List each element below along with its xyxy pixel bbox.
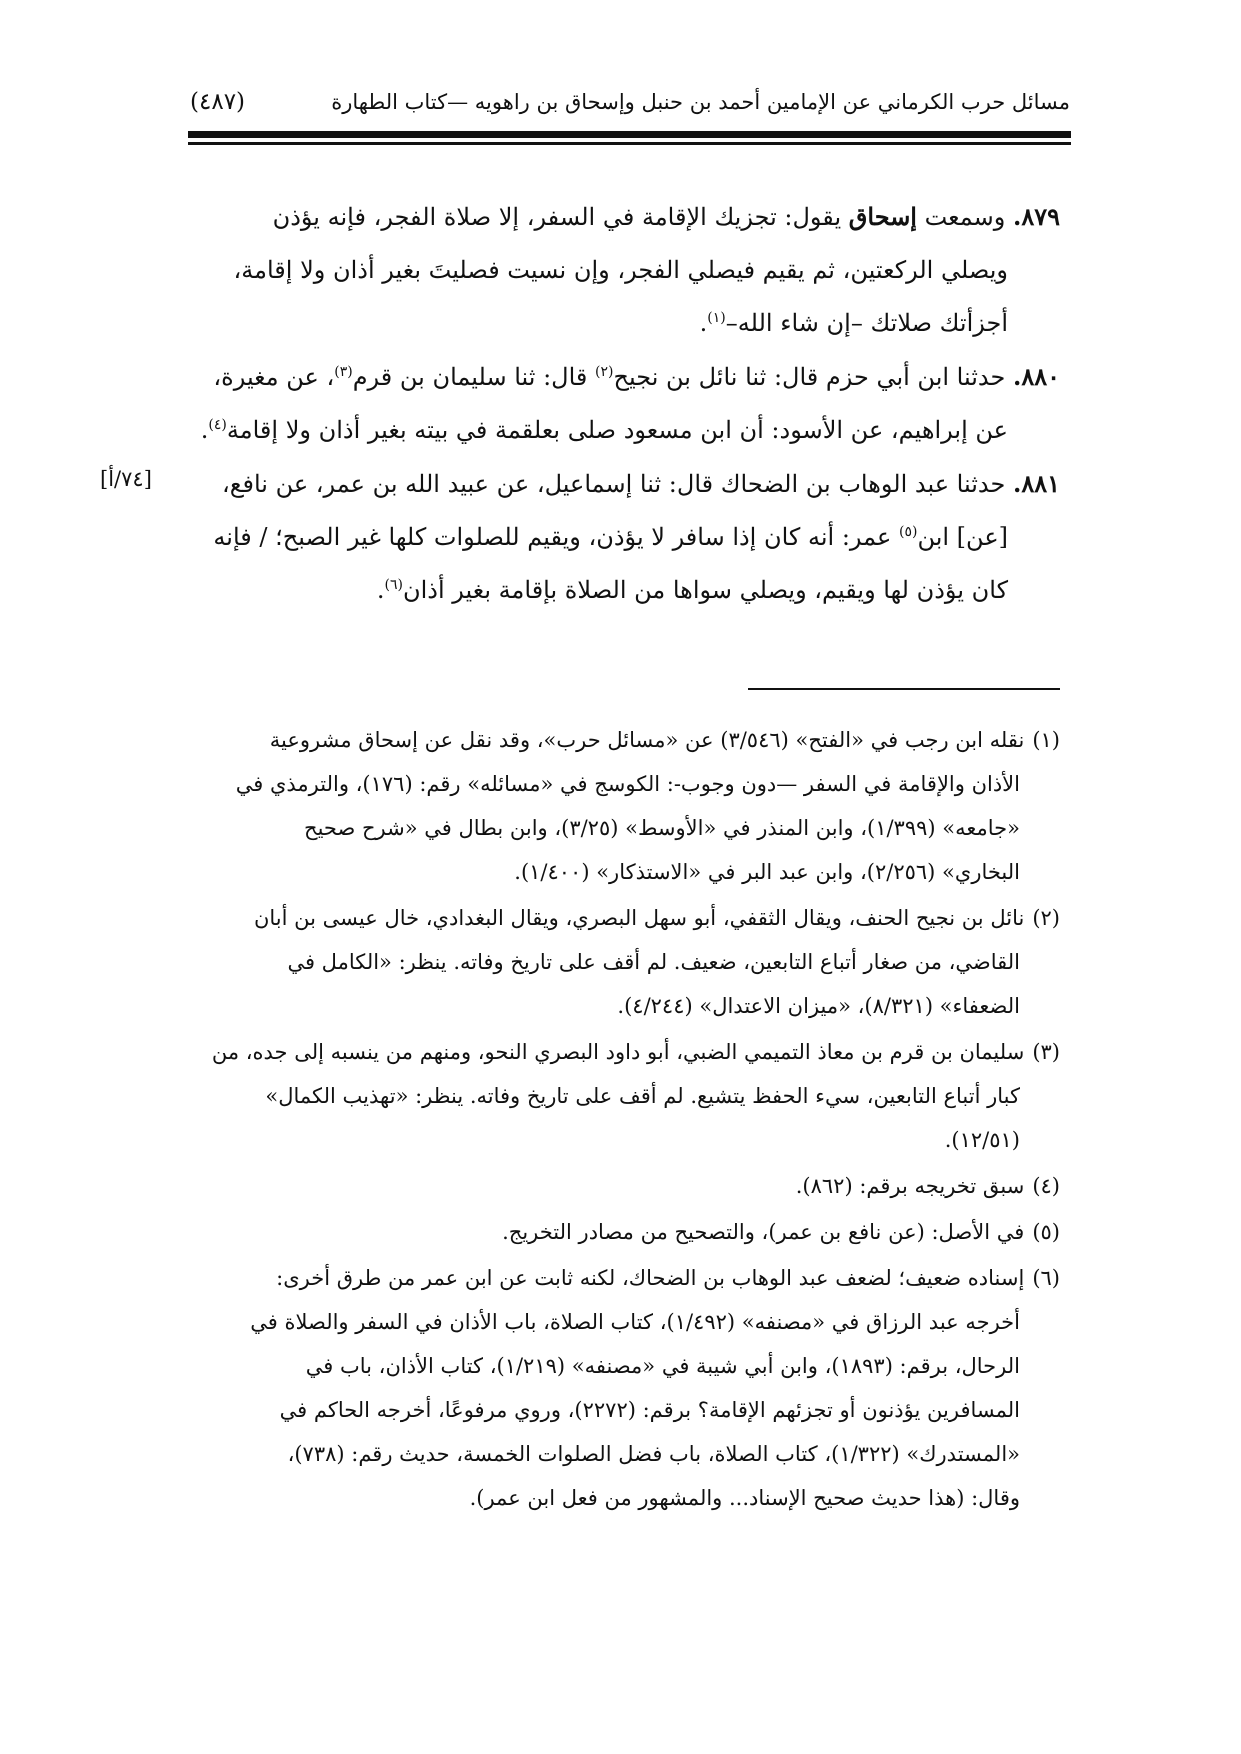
footnote-number: (٢) [1032, 906, 1060, 930]
footnote-marker[interactable]: (١) [707, 310, 726, 326]
entry-line [188, 190, 1060, 244]
entry-879 [188, 190, 1060, 350]
footnote-line: وقال: (هذا حديث صحيح الإسناد... والمشهور من فعل ابن عمر). [469, 1486, 1020, 1510]
footnote-line: كبار أتباع التابعين، سيء الحفظ يتشيع. لم أقف على تاريخ وفاته. ينظر: «تهذيب الكمال» [265, 1084, 1020, 1108]
footnote-number: (٥) [1032, 1220, 1060, 1244]
header-rule-thin [188, 142, 1071, 145]
running-header [190, 82, 1070, 122]
footnote-1 [188, 718, 1060, 894]
footnote-marker[interactable]: (٢) [595, 364, 614, 380]
footnote-line: (١)نقله ابن رجب في «الفتح» (٣/٥٤٦) عن «مسائل حرب»، وقد نقل عن إسحاق مشروعية [269, 728, 1060, 752]
entry-line [188, 564, 1060, 617]
entry-880 [188, 350, 1060, 457]
entry-line [188, 511, 1060, 564]
main-text [188, 190, 1060, 617]
footnote-line: الضعفاء» (٨/٣٢١)، «ميزان الاعتدال» (٤/٢٤٤). [617, 994, 1020, 1018]
entry-text: وسمعت [916, 203, 1006, 231]
footnote-line: (٥)في الأصل: (عن نافع بن عمر)، والتصحيح من مصادر التخريج. [502, 1220, 1060, 1244]
manuscript-folio-ref: [٧٤/أ] [100, 467, 152, 491]
footnote-line: (٣)سليمان بن قرم بن معاذ التميمي الضبي، أبو داود البصري النحو، ومنهم من ينسبه إلى جده، من [211, 1040, 1060, 1064]
entry-text: . [200, 416, 209, 444]
footnote-number: (٣) [1032, 1040, 1060, 1064]
footnote-line: الرحال، برقم: (١٨٩٣)، وابن أبي شيبة في «مصنفه» (١/٢١٩)، كتاب الأذان، باب في [305, 1354, 1020, 1378]
footnote-3 [188, 1030, 1060, 1162]
footnote-line: الأذان والإقامة في السفر —دون وجوب-: الكوسج في «مسائله» رقم: (١٧٦)، والترمذي في [235, 772, 1020, 796]
footnote-line: (٤)سبق تخريجه برقم: (٨٦٢). [795, 1174, 1060, 1198]
footnote-line: المسافرين يؤذنون أو تجزئهم الإقامة؟ برقم: (٢٢٧٢)، وروي مرفوعًا، أخرجه الحاكم في [279, 1398, 1020, 1422]
entry-text: يقول: تجزيك الإقامة في السفر، إلا صلاة الفجر، فإنه يؤذن [272, 203, 849, 231]
entry-text: كان يؤذن لها ويقيم، ويصلي سواها من الصلاة بإقامة بغير أذان [403, 576, 1008, 604]
page-number: (٤٨٧) [190, 89, 246, 115]
entry-text: حدثنا ابن أبي حزم قال: ثنا نائل بن نجيح [613, 363, 1013, 391]
entry-number: ٨٨٠. [1012, 362, 1060, 391]
footnote-marker[interactable]: (٤) [208, 417, 227, 433]
entry-line [188, 297, 1060, 350]
entry-text: قال: ثنا سليمان بن قرم [352, 363, 596, 391]
header-rule-thick [188, 131, 1071, 138]
entry-text: [عن] ابن [917, 523, 1008, 551]
footnote-marker[interactable]: (٥) [898, 524, 918, 540]
entry-text: . [376, 576, 385, 604]
entry-line [188, 457, 1060, 511]
footnote-line: (٦)إسناده ضعيف؛ لضعف عبد الوهاب بن الضحاك، لكنه ثابت عن ابن عمر من طرق أخرى: [276, 1266, 1060, 1290]
footnote-line: القاضي، من صغار أتباع التابعين، ضعيف. لم أقف على تاريخ وفاته. ينظر: «الكامل في [287, 950, 1020, 974]
footnote-marker[interactable]: (٦) [384, 577, 404, 593]
footnotes-section [188, 718, 1060, 1522]
footnote-2 [188, 896, 1060, 1028]
entry-line [188, 350, 1060, 404]
footnote-line: (١٢/٥١). [944, 1128, 1020, 1152]
footnote-separator [748, 688, 1060, 690]
entry-text: ، عن مغيرة، [213, 363, 335, 391]
entry-text: أجزأتك صلاتك –إن شاء الله– [725, 309, 1008, 337]
footnote-line: البخاري» (٢/٢٥٦)، وابن عبد البر في «الاستذكار» (١/٤٠٠). [514, 860, 1020, 884]
entry-number: ٨٧٩. [1012, 202, 1060, 231]
running-title: مسائل حرب الكرماني عن الإمامين أحمد بن حنبل وإسحاق بن راهويه —كتاب الطهارة [331, 90, 1070, 114]
footnote-number: (٤) [1032, 1174, 1060, 1198]
footnote-4 [188, 1164, 1060, 1208]
footnote-6 [188, 1256, 1060, 1520]
entry-line: ويصلي الركعتين، ثم يقيم فيصلي الفجر، وإن نسيت فصليتَ بغير أذان ولا إقامة، [233, 256, 1008, 284]
entry-text: . [699, 309, 708, 337]
entry-line [188, 404, 1060, 457]
entry-lead: إسحاق [848, 202, 917, 231]
footnote-5 [188, 1210, 1060, 1254]
footnote-line: «المستدرك» (١/٣٢٢)، كتاب الصلاة، باب فضل الصلوات الخمسة، حديث رقم: (٧٣٨)، [287, 1442, 1020, 1466]
footnote-number: (١) [1032, 728, 1060, 752]
entry-text: عن إبراهيم، عن الأسود: أن ابن مسعود صلى بعلقمة في بيته بغير أذان ولا إقامة [226, 416, 1008, 444]
footnote-marker[interactable]: (٣) [334, 364, 353, 380]
entry-881 [188, 457, 1060, 617]
entry-number: ٨٨١. [1012, 469, 1060, 498]
entry-text: عمر: أنه كان إذا سافر لا يؤذن، ويقيم للصلوات كلها غير الصبح؛ / فإنه [213, 523, 899, 551]
footnote-line: (٢)نائل بن نجيح الحنف، ويقال الثقفي، أبو سهل البصري، ويقال البغدادي، خال عيسى بن أبان [253, 906, 1060, 930]
entry-text: حدثنا عبد الوهاب بن الضحاك قال: ثنا إسماعيل، عن عبيد الله بن عمر، عن نافع، [221, 470, 1013, 498]
footnote-line: «جامعه» (١/٣٩٩)، وابن المنذر في «الأوسط» (٣/٢٥)، وابن بطال في «شرح صحيح [304, 816, 1020, 840]
footnote-number: (٦) [1032, 1266, 1060, 1290]
footnote-line: أخرجه عبد الرزاق في «مصنفه» (١/٤٩٢)، كتاب الصلاة، باب الأذان في السفر والصلاة في [250, 1310, 1020, 1334]
